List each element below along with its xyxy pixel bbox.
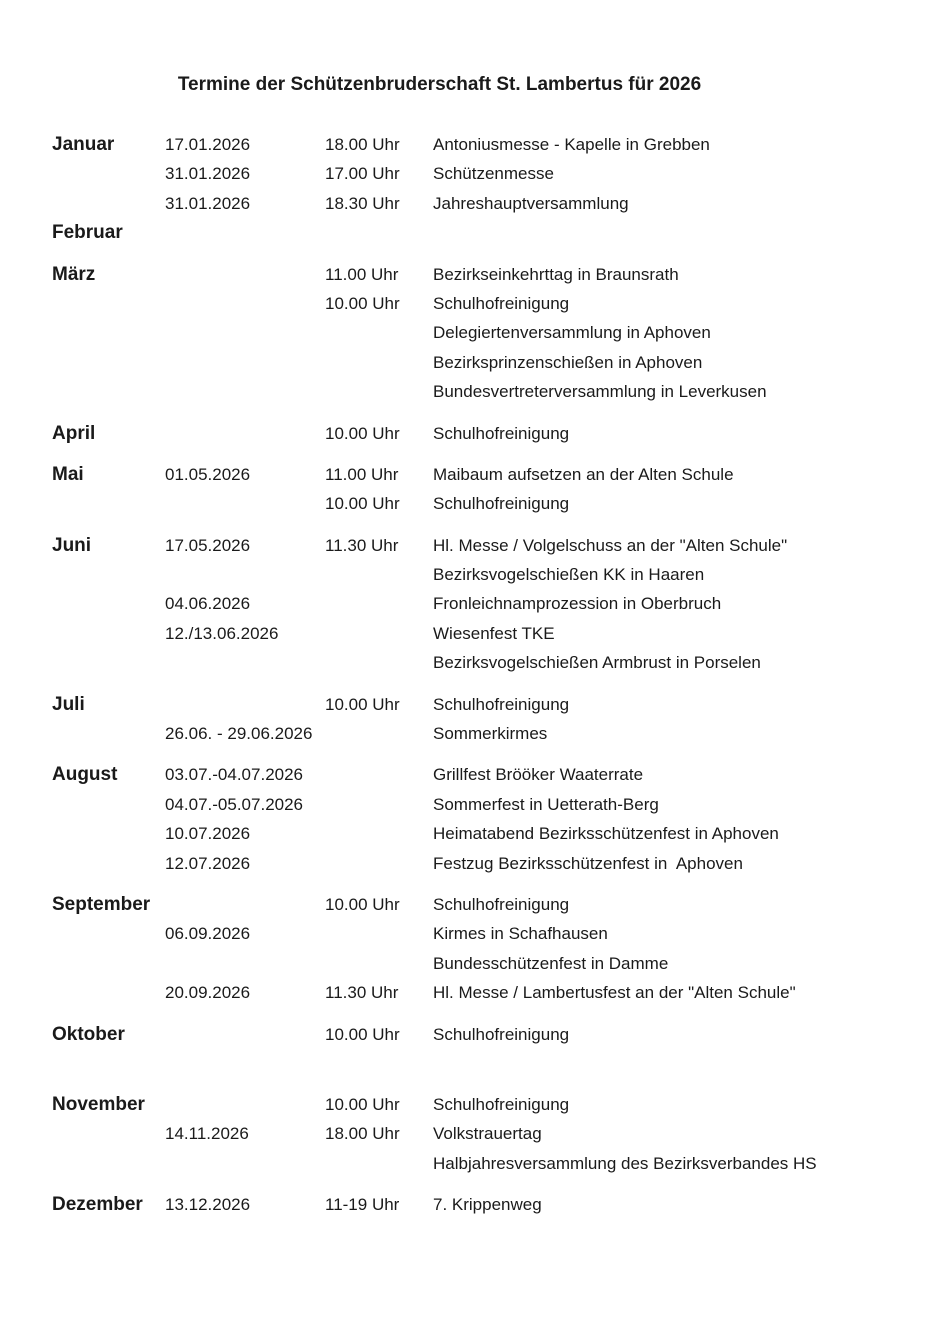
event-time: 10.00 Uhr — [325, 1094, 400, 1114]
event-date: 12./13.06.2026 — [165, 623, 279, 643]
month-section-september — [52, 890, 943, 1008]
event-time: 11-19 Uhr — [325, 1195, 400, 1215]
schedule-row — [52, 419, 943, 448]
event-description: Wiesenfest TKE — [433, 623, 555, 643]
month-label: September — [52, 893, 151, 915]
event-description: Bundesschützenfest in Damme — [433, 953, 669, 973]
event-description: Maibaum aufsetzen an der Alten Schule — [433, 464, 734, 484]
event-time: 11.00 Uhr — [325, 264, 399, 284]
schedule-row — [52, 919, 943, 948]
event-description: Volkstrauertag — [433, 1124, 542, 1144]
schedule-row — [52, 260, 943, 289]
month-section-oktober — [52, 1020, 943, 1049]
schedule-row — [52, 460, 943, 489]
month-section-maerz — [52, 260, 943, 407]
event-description: Schulhofreinigung — [433, 1024, 570, 1044]
schedule-row — [52, 318, 943, 347]
schedule-row — [52, 531, 943, 560]
schedule-row — [52, 130, 943, 159]
schedule-row — [52, 560, 943, 589]
schedule-row — [52, 1020, 943, 1049]
event-description: Kirmes in Schafhausen — [433, 924, 608, 944]
event-date: 31.01.2026 — [165, 193, 251, 213]
schedule-table — [52, 130, 943, 1220]
event-description: Schulhofreinigung — [433, 293, 570, 313]
event-time: 10.00 Uhr — [325, 494, 400, 514]
event-description: Sommerfest in Uetterath-Berg — [433, 794, 659, 814]
event-description: Delegiertenversammlung in Aphoven — [433, 323, 711, 343]
event-date: 10.07.2026 — [165, 824, 251, 844]
month-label: Juni — [52, 534, 92, 556]
event-description: Schulhofreinigung — [433, 423, 570, 443]
event-time: 18.00 Uhr — [325, 1124, 400, 1144]
event-date: 04.06.2026 — [165, 594, 251, 614]
event-description: Bezirksvogelschießen KK in Haaren — [433, 565, 705, 585]
schedule-row — [52, 1090, 943, 1119]
event-date: 17.05.2026 — [165, 535, 251, 555]
schedule-row — [52, 619, 943, 648]
event-description: Bezirksprinzenschießen in Aphoven — [433, 352, 703, 372]
schedule-row — [52, 1190, 943, 1219]
schedule-row — [52, 790, 943, 819]
event-description: 7. Krippenweg — [433, 1195, 542, 1215]
month-label: Februar — [52, 222, 123, 244]
event-description: Jahreshauptversammlung — [433, 193, 629, 213]
month-section-mai — [52, 460, 943, 519]
event-time: 10.00 Uhr — [325, 894, 400, 914]
event-description: Heimatabend Bezirksschützenfest in Aphoven — [433, 824, 779, 844]
event-time: 11.30 Uhr — [325, 983, 399, 1003]
schedule-row — [52, 690, 943, 719]
event-description: Bundesvertreterversammlung in Leverkusen — [433, 382, 767, 402]
schedule-row — [52, 189, 943, 218]
event-description: Schulhofreinigung — [433, 694, 570, 714]
event-date: 14.11.2026 — [165, 1124, 249, 1144]
event-description: Sommerkirmes — [433, 724, 548, 744]
schedule-row — [52, 159, 943, 188]
schedule-row — [52, 819, 943, 848]
schedule-row — [52, 289, 943, 318]
event-time: 10.00 Uhr — [325, 293, 400, 313]
schedule-row — [52, 218, 943, 247]
month-label: April — [52, 422, 96, 444]
event-date: 06.09.2026 — [165, 924, 251, 944]
schedule-row — [52, 978, 943, 1007]
event-date: 04.07.-05.07.2026 — [165, 794, 304, 814]
month-label: Januar — [52, 134, 115, 155]
event-description: Schulhofreinigung — [433, 894, 570, 914]
event-date: 20.09.2026 — [165, 983, 251, 1003]
schedule-row — [52, 1119, 943, 1148]
month-section-juni — [52, 531, 943, 678]
month-section-august — [52, 760, 943, 878]
event-description: Schulhofreinigung — [433, 494, 570, 514]
event-date: 12.07.2026 — [165, 853, 251, 873]
event-description: Grillfest Brööker Waaterrate — [433, 765, 644, 785]
event-time: 11.00 Uhr — [325, 464, 399, 484]
event-date: 01.05.2026 — [165, 464, 251, 484]
month-section-februar — [52, 218, 943, 247]
month-label: März — [52, 263, 96, 285]
event-time: 10.00 Uhr — [325, 1024, 400, 1044]
event-date: 26.06. - 29.06.2026 — [165, 724, 313, 744]
event-description: Halbjahresversammlung des Bezirksverbandes HS — [433, 1153, 817, 1173]
event-description: Schützenmesse — [433, 164, 554, 184]
schedule-row — [52, 849, 943, 878]
event-date: 03.07.-04.07.2026 — [165, 765, 304, 785]
month-section-november — [52, 1090, 943, 1178]
month-section-april — [52, 419, 943, 448]
event-date: 31.01.2026 — [165, 164, 251, 184]
schedule-row — [52, 1149, 943, 1178]
event-time: 10.00 Uhr — [325, 423, 400, 443]
schedule-row — [52, 377, 943, 406]
event-description: Bezirksvogelschießen Armbrust in Porselen — [433, 653, 761, 673]
event-description: Schulhofreinigung — [433, 1094, 570, 1114]
schedule-row — [52, 949, 943, 978]
schedule-row — [52, 348, 943, 377]
schedule-row — [52, 760, 943, 789]
page-title: Termine der Schützenbruderschaft St. Lambertus für 2026 — [177, 74, 702, 95]
month-section-januar — [52, 130, 943, 218]
event-time: 18.00 Uhr — [325, 135, 400, 154]
month-section-juli — [52, 690, 943, 749]
month-label: Oktober — [52, 1023, 125, 1045]
event-description: Hl. Messe / Lambertusfest an der "Alten Schule" — [433, 983, 796, 1003]
event-time: 18.30 Uhr — [325, 193, 400, 213]
event-date: 17.01.2026 — [165, 135, 251, 154]
schedule-row — [52, 890, 943, 919]
schedule-row — [52, 719, 943, 748]
event-time: 17.00 Uhr — [325, 164, 400, 184]
schedule-row — [52, 589, 943, 618]
event-description: Festzug Bezirksschützenfest in Aphoven — [433, 853, 743, 873]
event-date: 13.12.2026 — [165, 1195, 251, 1215]
month-section-dezember — [52, 1190, 943, 1219]
event-description: Antoniusmesse - Kapelle in Grebben — [433, 135, 710, 154]
event-description: Fronleichnamprozession in Oberbruch — [433, 594, 722, 614]
event-description: Bezirkseinkehrttag in Braunsrath — [433, 264, 679, 284]
schedule-row — [52, 489, 943, 518]
month-label: August — [52, 764, 118, 786]
month-label: Dezember — [52, 1194, 143, 1216]
month-label: Juli — [52, 693, 85, 715]
event-description: Hl. Messe / Volgelschuss an der "Alten Schule" — [433, 535, 788, 555]
month-label: Mai — [52, 463, 84, 485]
schedule-row — [52, 648, 943, 677]
month-label: November — [52, 1093, 145, 1115]
event-time: 11.30 Uhr — [325, 535, 399, 555]
event-time: 10.00 Uhr — [325, 694, 400, 714]
